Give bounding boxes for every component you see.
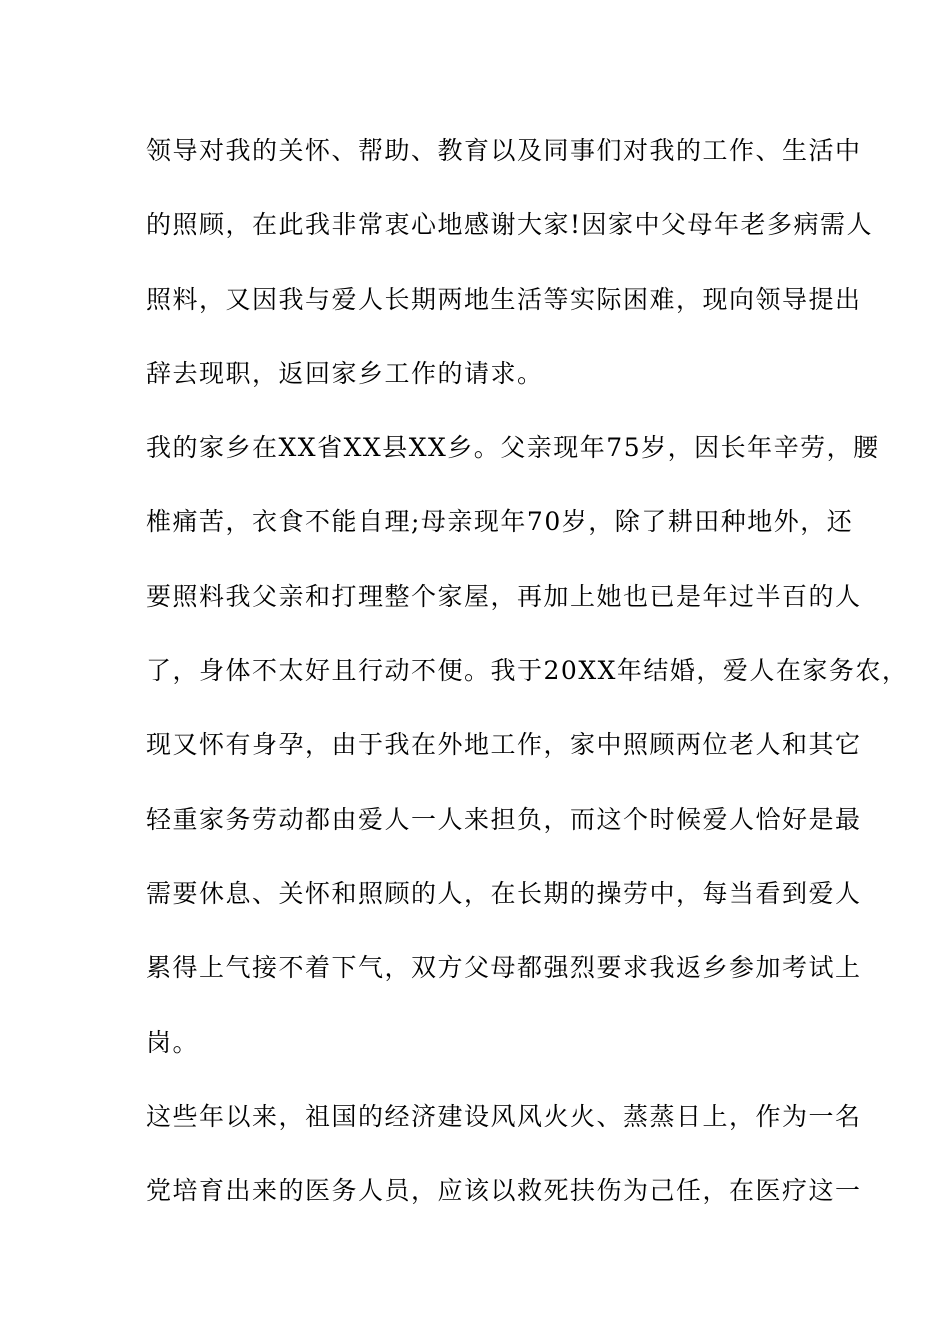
text-line-2: 的照顾，在此我非常衷心地感谢大家!因家中父母年老多病需人 [146,210,874,240]
document-body [146,128,909,1242]
text-line-9: 现又怀有身孕，由于我在外地工作，家中照顾两位老人和其它 [146,730,862,760]
text-line-8: 了，身体不太好且行动不便。我于20XX年结婚，爱人在家务农， [146,656,909,686]
text-line-13: 岗。 [146,1027,200,1057]
text-line-12: 累得上气接不着下气，双方父母都强烈要求我返乡参加考试上 [146,953,862,983]
text-line-4: 辞去现职，返回家乡工作的请求。 [146,358,544,388]
text-line-10: 轻重家务劳动都由爱人一人来担负，而这个时候爱人恰好是最 [146,804,862,834]
text-line-3: 照料，又因我与爱人长期两地生活等实际困难，现向领导提出 [146,284,862,314]
text-line-15: 党培育出来的医务人员，应该以救死扶伤为己任，在医疗这一 [146,1176,862,1206]
text-line-14: 这些年以来，祖国的经济建设风风火火、蒸蒸日上，作为一名 [146,1101,862,1131]
text-line-7: 要照料我父亲和打理整个家屋，再加上她也已是年过半百的人 [146,581,862,611]
text-line-5: 我的家乡在XX省XX县XX乡。父亲现年75岁，因长年辛劳，腰 [146,433,880,463]
text-line-6: 椎痛苦，衣食不能自理;母亲现年70岁，除了耕田种地外，还 [146,507,854,537]
text-line-11: 需要休息、关怀和照顾的人，在长期的操劳中，每当看到爱人 [146,878,862,908]
text-line-1: 领导对我的关怀、帮助、教育以及同事们对我的工作、生活中 [146,136,862,165]
